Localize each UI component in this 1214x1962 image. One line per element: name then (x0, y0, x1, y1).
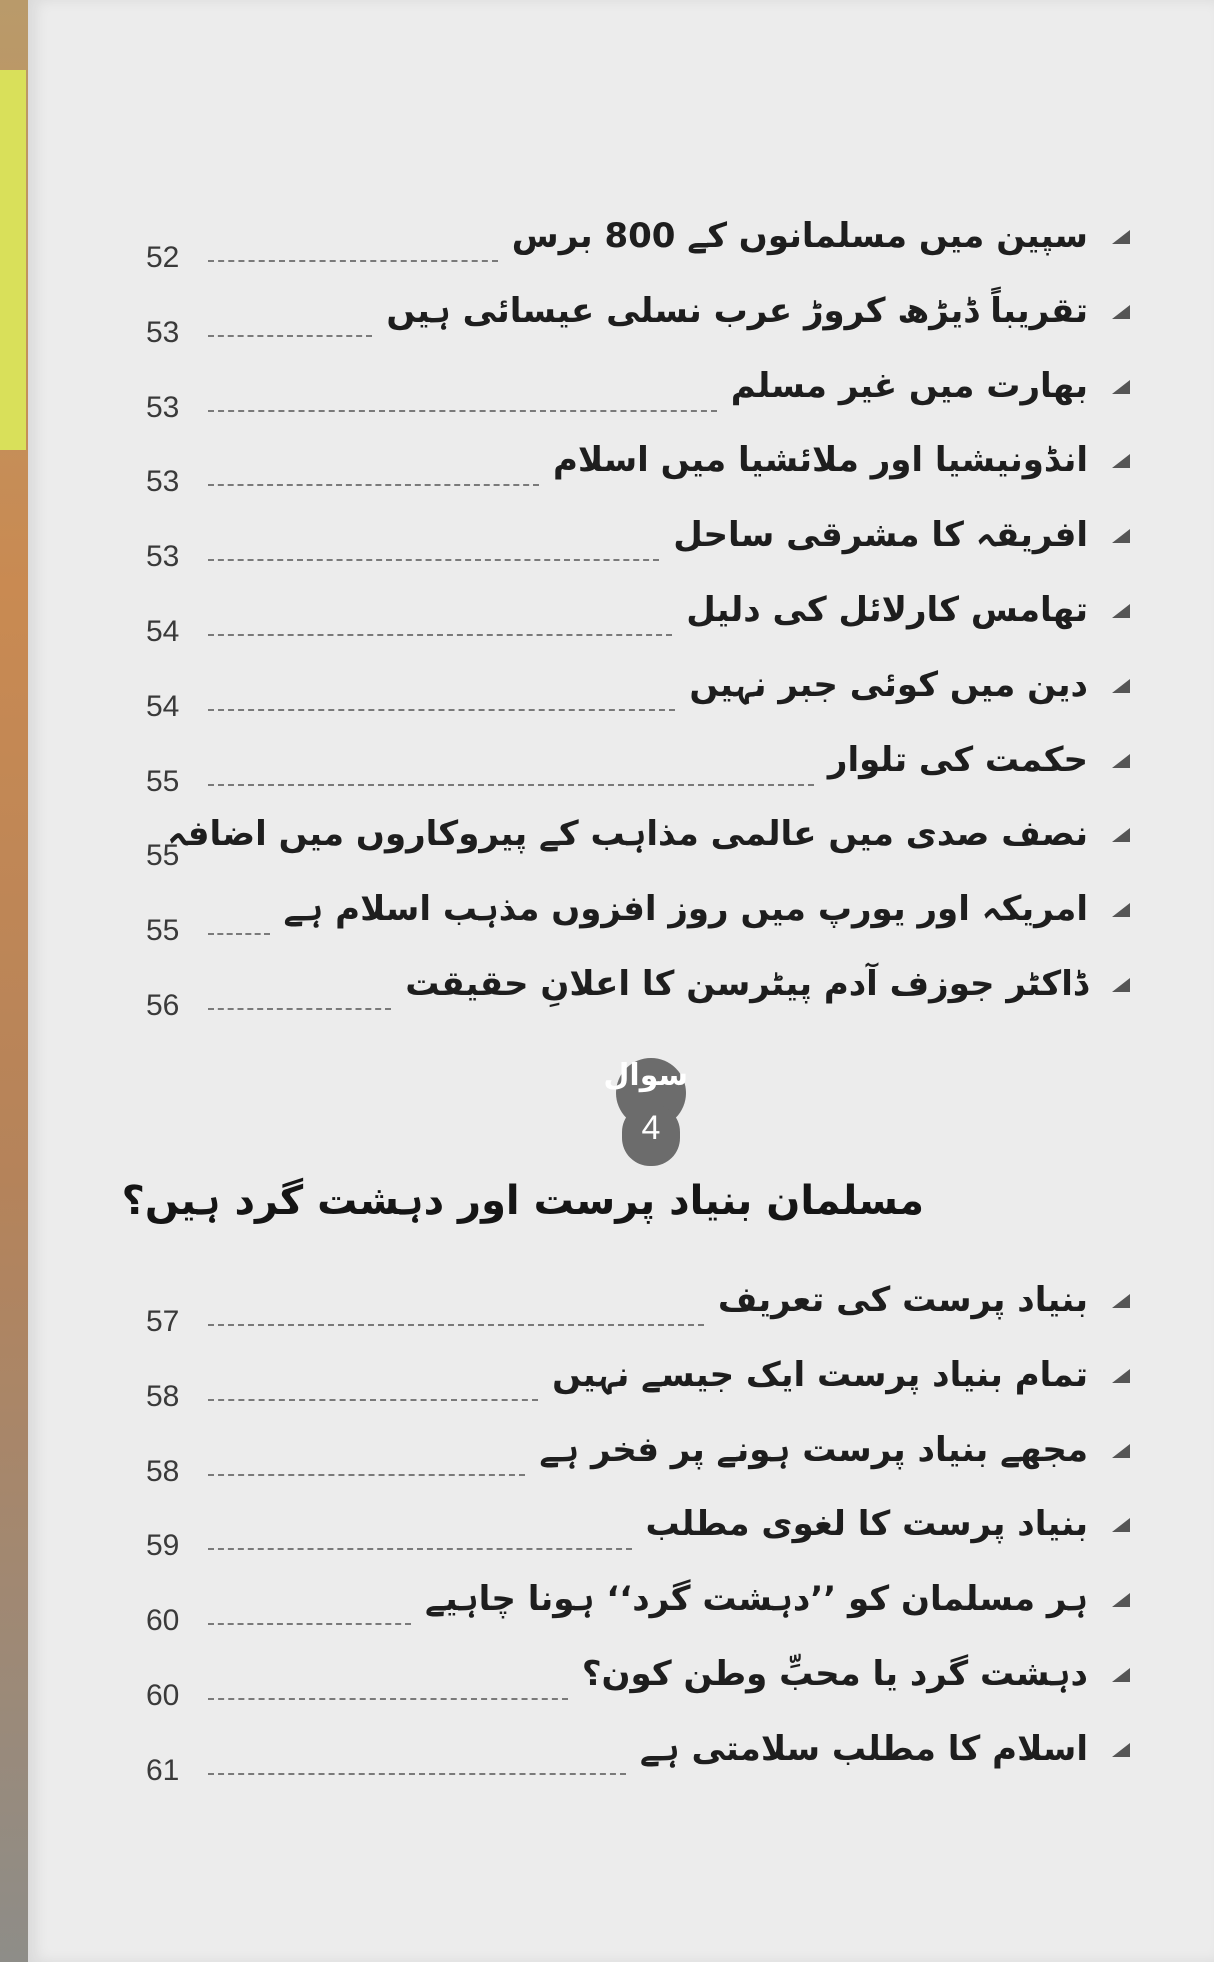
toc-page-number: 52 (146, 241, 180, 274)
triangle-bullet-icon (1112, 1294, 1130, 1308)
book-page (28, 0, 1214, 1962)
toc-entry (28, 738, 1214, 813)
dot-leader (208, 1623, 411, 1625)
toc-page-number: 61 (146, 1753, 180, 1787)
toc-entry-title: تقریباً ڈیڑھ کروڑ عرب نسلی عیسائی ہیں (386, 290, 1088, 331)
toc-entry-title: مجھے بنیاد پرست ہونے پر فخر ہے (539, 1429, 1088, 1470)
toc-entry-title: نصف صدی میں عالمی مذاہب کے پیروکاروں میں اضافہ (167, 814, 1088, 855)
triangle-bullet-icon (1112, 828, 1130, 842)
toc-entry (28, 812, 1214, 887)
toc-page-number: 53 (146, 390, 180, 424)
dot-leader (208, 709, 675, 711)
toc-entry-title: افریقہ کا مشرقی ساحل (673, 515, 1088, 556)
table-of-contents (28, 0, 1214, 1962)
toc-page-number: 53 (146, 540, 180, 574)
triangle-bullet-icon (1112, 978, 1130, 992)
toc-entry (28, 1353, 1214, 1428)
triangle-bullet-icon (1112, 305, 1130, 319)
toc-page-number: 57 (146, 1305, 180, 1338)
toc-entry-title: بنیاد پرست کا لغوی مطلب (645, 1504, 1088, 1545)
toc-entry (28, 513, 1214, 588)
triangle-bullet-icon (1112, 903, 1130, 917)
toc-entry (28, 1278, 1214, 1353)
dot-leader (208, 410, 717, 412)
toc-page-number: 58 (146, 1379, 180, 1413)
toc-page-number: 53 (146, 315, 180, 349)
badge-label: سوال (603, 1058, 688, 1093)
toc-page-number: 54 (146, 689, 180, 723)
triangle-bullet-icon (1112, 529, 1130, 543)
triangle-bullet-icon (1112, 230, 1130, 244)
toc-entry-title: دین میں کوئی جبر نہیں (689, 664, 1088, 705)
toc-page-number: 60 (146, 1679, 180, 1712)
toc-entry-title: انڈونیشیا اور ملائشیا میں اسلام (552, 440, 1088, 481)
dot-leader (208, 933, 270, 935)
toc-entry-title: ہر مسلمان کو ’’دہشت گرد‘‘ ہونا چاہیے (424, 1579, 1088, 1620)
toc-page-number: 55 (146, 764, 180, 798)
toc-entry (28, 214, 1214, 289)
toc-page-number: 55 (146, 914, 180, 948)
dot-leader (208, 1698, 568, 1700)
toc-entry-title: حکمت کی تلوار (827, 739, 1088, 780)
question-badge (603, 1056, 688, 1172)
dot-leader (208, 484, 539, 486)
toc-page-number: 59 (146, 1529, 180, 1563)
toc-entry-title: اسلام کا مطلب سلامتی ہے (639, 1728, 1088, 1769)
triangle-bullet-icon (1112, 380, 1130, 394)
toc-entry-title: دہشت گرد یا محبِّ وطن کون؟ (581, 1654, 1088, 1694)
triangle-bullet-icon (1112, 1518, 1130, 1532)
triangle-bullet-icon (1112, 1743, 1130, 1757)
triangle-bullet-icon (1112, 679, 1130, 693)
toc-entry (28, 1577, 1214, 1652)
badge-number: 4 (641, 1109, 661, 1147)
toc-entry (28, 438, 1214, 513)
toc-entry (28, 887, 1214, 962)
toc-page-number: 56 (146, 989, 180, 1022)
dot-leader (208, 784, 814, 786)
dot-leader (208, 634, 672, 636)
toc-entry (28, 962, 1214, 1037)
dot-leader (208, 1548, 632, 1550)
triangle-bullet-icon (1112, 454, 1130, 468)
toc-entry (28, 1502, 1214, 1577)
triangle-bullet-icon (1112, 1668, 1130, 1682)
toc-entry (28, 1652, 1214, 1727)
toc-entry-title: امریکہ اور یورپ میں روز افزوں مذہب اسلام ہے (283, 889, 1088, 930)
triangle-bullet-icon (1112, 754, 1130, 768)
toc-page-number: 60 (146, 1604, 180, 1638)
dot-leader (208, 559, 659, 561)
triangle-bullet-icon (1112, 1369, 1130, 1383)
toc-entry-title: ڈاکٹر جوزف آدم پیٹرسن کا اعلانِ حقیقت (405, 964, 1088, 1004)
dot-leader (208, 1773, 626, 1775)
dot-leader (208, 1324, 704, 1326)
dot-leader (208, 260, 498, 262)
section-heading: مسلمان بنیاد پرست اور دہشت گرد ہیں؟ (121, 1178, 924, 1224)
sticky-note-tab (0, 70, 26, 450)
dot-leader (208, 335, 372, 337)
triangle-bullet-icon (1112, 604, 1130, 618)
toc-entry-title: سپین میں مسلمانوں کے 800 برس (511, 216, 1088, 256)
toc-page-number: 53 (146, 465, 180, 499)
toc-page-number: 58 (146, 1454, 180, 1488)
toc-entry (28, 1428, 1214, 1503)
toc-entry (28, 289, 1214, 364)
triangle-bullet-icon (1112, 1593, 1130, 1607)
triangle-bullet-icon (1112, 1444, 1130, 1458)
toc-entry-title: تمام بنیاد پرست ایک جیسے نہیں (552, 1354, 1088, 1395)
dot-leader (208, 1008, 391, 1010)
toc-entry-title: بھارت میں غیر مسلم (730, 365, 1088, 406)
toc-entry-title: بنیاد پرست کی تعریف (717, 1280, 1088, 1320)
toc-entry (28, 1727, 1214, 1802)
dot-leader (208, 1399, 538, 1401)
toc-entry (28, 588, 1214, 663)
toc-entry (28, 663, 1214, 738)
toc-page-number: 54 (146, 615, 180, 648)
toc-entry (28, 364, 1214, 439)
toc-entry-title: تھامس کارلائل کی دلیل (686, 590, 1088, 630)
toc-page-number: 55 (146, 839, 180, 873)
dot-leader (208, 1474, 525, 1476)
